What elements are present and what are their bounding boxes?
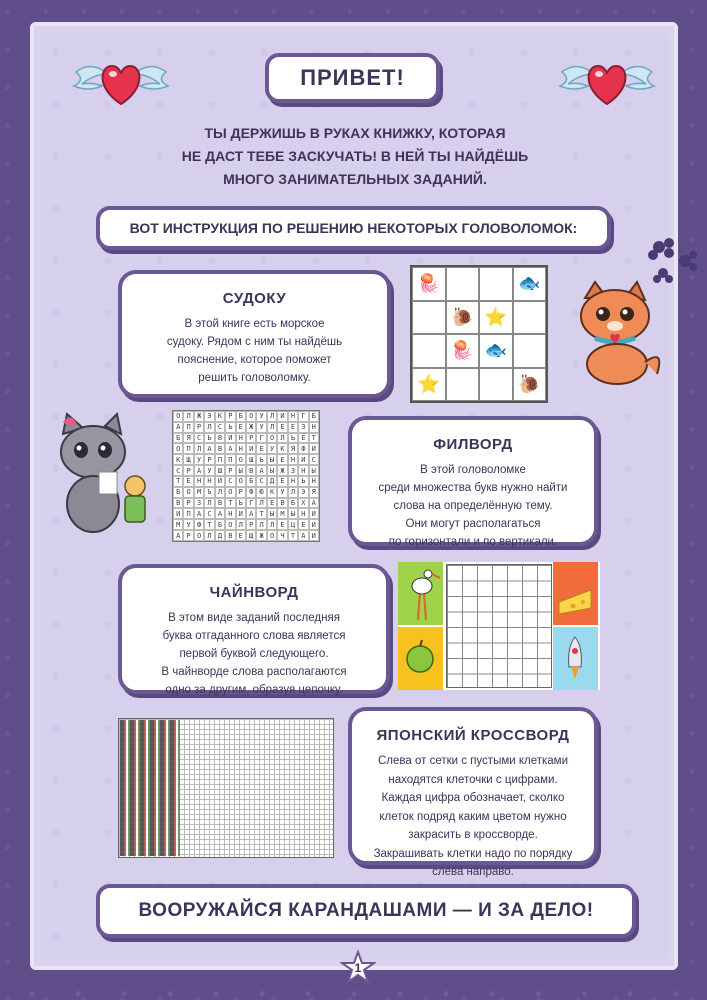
wordsearch-cell: Л bbox=[267, 411, 277, 422]
wordsearch-cell: Г bbox=[246, 498, 256, 509]
wordsearch-cell: В bbox=[215, 443, 225, 454]
wordsearch-cell: Ш bbox=[246, 454, 256, 465]
wordsearch-cell: Ф bbox=[298, 443, 308, 454]
wordsearch-cell: Н bbox=[309, 422, 319, 433]
wordsearch-cell: А bbox=[173, 530, 183, 541]
page-title: ПРИВЕТ! bbox=[265, 53, 440, 103]
wordsearch-cell: Р bbox=[246, 519, 256, 530]
wordsearch-cell: О bbox=[236, 454, 246, 465]
wordsearch-cell: Ы bbox=[288, 508, 298, 519]
wordsearch-cell: Г bbox=[298, 411, 308, 422]
wordsearch-cell: Е bbox=[267, 498, 277, 509]
wordsearch-cell: Л bbox=[267, 422, 277, 433]
wordsearch-cell: Л bbox=[204, 498, 214, 509]
wordsearch-cell: А bbox=[298, 530, 308, 541]
wordsearch-cell: Ё bbox=[298, 433, 308, 444]
wordsearch-cell: У bbox=[256, 422, 266, 433]
wordsearch-cell: Ы bbox=[267, 508, 277, 519]
wordsearch-cell: Ф bbox=[194, 519, 204, 530]
wordsearch-cell: С bbox=[256, 476, 266, 487]
wordsearch-cell: О bbox=[236, 476, 246, 487]
wordsearch-cell: Т bbox=[288, 530, 298, 541]
snail-icon: 🐌 bbox=[446, 301, 480, 335]
wordsearch-cell: Ь bbox=[298, 476, 308, 487]
wordsearch-cell: Ж bbox=[194, 411, 204, 422]
wordsearch-cell: Т bbox=[256, 508, 266, 519]
wordsearch-cell: Р bbox=[194, 422, 204, 433]
wordsearch-cell: Д bbox=[267, 476, 277, 487]
wordsearch-cell: Е bbox=[256, 443, 266, 454]
wordsearch-cell: Е bbox=[298, 519, 308, 530]
wordsearch-cell: Е bbox=[183, 476, 193, 487]
wordsearch-cell: У bbox=[194, 454, 204, 465]
wordsearch-cell: Н bbox=[288, 454, 298, 465]
intro-line: ТЫ ДЕРЖИШЬ В РУКАХ КНИЖКУ, КОТОРАЯ bbox=[204, 125, 506, 141]
chainword-title: ЧАЙНВОРД bbox=[209, 584, 299, 601]
filword-description: В этой головоломке среди множества букв нужно найти слова на определённую тему. Они могут располагаться по горизонтали и по вертикали. bbox=[378, 464, 568, 548]
wordsearch-cell: У bbox=[183, 519, 193, 530]
wordsearch-cell: В bbox=[225, 530, 235, 541]
wordsearch-cell: В bbox=[277, 498, 287, 509]
wordsearch-cell: Н bbox=[288, 476, 298, 487]
wordsearch-cell: Е bbox=[236, 422, 246, 433]
wordsearch-cell: Н bbox=[236, 433, 246, 444]
filword-title: ФИЛВОРД bbox=[433, 436, 513, 453]
wordsearch-cell: И bbox=[277, 411, 287, 422]
wordsearch-cell: В bbox=[246, 465, 256, 476]
wordsearch-cell: К bbox=[267, 487, 277, 498]
wordsearch-cell: А bbox=[215, 508, 225, 519]
wordsearch-cell: И bbox=[298, 454, 308, 465]
jellyfish-icon: 🪼 bbox=[412, 267, 446, 301]
wordsearch-cell: Ц bbox=[288, 519, 298, 530]
wordsearch-cell: С bbox=[215, 422, 225, 433]
wordsearch-cell: Ъ bbox=[204, 487, 214, 498]
jellyfish-icon: 🪼 bbox=[446, 334, 480, 368]
nonogram-clues bbox=[120, 720, 180, 856]
wordsearch-cell: К bbox=[277, 443, 287, 454]
wordsearch-cell: Ж bbox=[246, 422, 256, 433]
wordsearch-cell: С bbox=[309, 454, 319, 465]
wordsearch-cell: В bbox=[173, 498, 183, 509]
wordsearch-cell: Т bbox=[204, 519, 214, 530]
wordsearch-cell: И bbox=[215, 476, 225, 487]
wordsearch-cell: Я bbox=[288, 443, 298, 454]
sudoku-title: СУДОКУ bbox=[222, 290, 287, 307]
wordsearch-cell: С bbox=[204, 508, 214, 519]
wordsearch-cell: Б bbox=[215, 519, 225, 530]
wordsearch-cell: Т bbox=[309, 433, 319, 444]
stork-picture-icon bbox=[398, 562, 443, 625]
wordsearch-cell: Р bbox=[204, 454, 214, 465]
wordsearch-cell: Р bbox=[183, 498, 193, 509]
rocket-picture-icon bbox=[553, 627, 598, 690]
wordsearch-cell: Б bbox=[246, 476, 256, 487]
wordsearch-cell: Б bbox=[173, 433, 183, 444]
japanese-crossword-description: Слева от сетки с пустыми клетками находятся клеточки с цифрами. Каждая цифра обозначает, сколко клеток подряд каким цветом нужно закрасить в кроссворде. Закрашивать клетки надо по порядку слева направо. bbox=[373, 755, 573, 878]
japanese-crossword-title: ЯПОНСКИЙ КРОССВОРД bbox=[376, 727, 570, 744]
wordsearch-cell: И bbox=[246, 443, 256, 454]
intro-text bbox=[140, 122, 570, 191]
wordsearch-cell: О bbox=[173, 443, 183, 454]
wordsearch-cell: И bbox=[309, 530, 319, 541]
chainword-card bbox=[118, 564, 390, 694]
wordsearch-cell: О bbox=[267, 530, 277, 541]
wordsearch-cell: Ы bbox=[267, 465, 277, 476]
wordsearch-cell: Я bbox=[183, 433, 193, 444]
wordsearch-cell: Ж bbox=[277, 465, 287, 476]
wordsearch-cell: Ы bbox=[236, 465, 246, 476]
wordsearch-cell: Ш bbox=[215, 465, 225, 476]
wordsearch-grid bbox=[172, 410, 320, 542]
wordsearch-cell: Н bbox=[298, 508, 308, 519]
wordsearch-cell: П bbox=[183, 422, 193, 433]
wordsearch-cell: П bbox=[225, 454, 235, 465]
wordsearch-cell: Х bbox=[298, 498, 308, 509]
wordsearch-cell: Т bbox=[225, 498, 235, 509]
wordsearch-cell: Ь bbox=[225, 422, 235, 433]
japanese-crossword-card bbox=[348, 707, 598, 878]
wordsearch-cell: Н bbox=[225, 508, 235, 519]
wordsearch-cell: Р bbox=[236, 487, 246, 498]
wordsearch-cell: Н bbox=[236, 443, 246, 454]
wordsearch-cell: С bbox=[225, 476, 235, 487]
wordsearch-cell: М bbox=[277, 508, 287, 519]
wordsearch-cell: Л bbox=[277, 433, 287, 444]
wordsearch-cell: С bbox=[194, 433, 204, 444]
wordsearch-cell: Л bbox=[183, 411, 193, 422]
wordsearch-cell: Н bbox=[194, 476, 204, 487]
wordsearch-cell: Р bbox=[183, 465, 193, 476]
filword-card bbox=[348, 416, 598, 546]
wordsearch-cell: Б bbox=[288, 498, 298, 509]
wordsearch-cell: Э bbox=[204, 411, 214, 422]
wordsearch-cell: З bbox=[298, 422, 308, 433]
wordsearch-cell: И bbox=[309, 508, 319, 519]
wordsearch-cell: А bbox=[256, 465, 266, 476]
wordsearch-cell: Р bbox=[246, 433, 256, 444]
wordsearch-cell: Л bbox=[204, 422, 214, 433]
winged-heart-icon bbox=[552, 52, 662, 112]
page-number-badge bbox=[340, 950, 376, 986]
wordsearch-cell: У bbox=[277, 487, 287, 498]
wordsearch-cell: О bbox=[225, 487, 235, 498]
wordsearch-cell: Л bbox=[288, 487, 298, 498]
wordsearch-cell: У bbox=[267, 443, 277, 454]
wordsearch-cell: Е bbox=[288, 422, 298, 433]
wordsearch-cell: Ю bbox=[256, 487, 266, 498]
wordsearch-cell: Ф bbox=[246, 487, 256, 498]
chainword-description: В этом виде заданий последняя буква отгаданного слова является первой буквой следующего. В чайнворде слова располагаются одно за другим, образуя цепочку. bbox=[161, 612, 347, 696]
wordsearch-cell: Л bbox=[215, 487, 225, 498]
wordsearch-cell: Ы bbox=[309, 465, 319, 476]
wordsearch-cell: И bbox=[309, 443, 319, 454]
wordsearch-cell: Л bbox=[194, 443, 204, 454]
wordsearch-cell: Е bbox=[236, 530, 246, 541]
snail-icon: 🐌 bbox=[513, 368, 547, 402]
wordsearch-cell: О bbox=[267, 433, 277, 444]
wordsearch-cell: Щ bbox=[183, 454, 193, 465]
wordsearch-cell: А bbox=[309, 498, 319, 509]
wordsearch-cell: П bbox=[183, 508, 193, 519]
wordsearch-cell: А bbox=[194, 508, 204, 519]
wordsearch-cell: О bbox=[246, 411, 256, 422]
wordsearch-cell: Б bbox=[236, 411, 246, 422]
wordsearch-cell: Д bbox=[215, 530, 225, 541]
sudoku-grid bbox=[410, 265, 548, 403]
wordsearch-cell: Н bbox=[298, 465, 308, 476]
wordsearch-cell: А bbox=[204, 443, 214, 454]
wordsearch-cell: А bbox=[225, 443, 235, 454]
wordsearch-cell: Л bbox=[256, 498, 266, 509]
wordsearch-cell: У bbox=[256, 411, 266, 422]
wordsearch-cell: П bbox=[215, 454, 225, 465]
wordsearch-cell: К bbox=[173, 454, 183, 465]
wordsearch-cell: Р bbox=[225, 411, 235, 422]
wordsearch-cell: Ь bbox=[288, 433, 298, 444]
wordsearch-cell: К bbox=[215, 411, 225, 422]
instructions-heading: ВОТ ИНСТРУКЦИЯ ПО РЕШЕНИЮ НЕКОТОРЫХ ГОЛОВОЛОМОК: bbox=[96, 206, 611, 250]
wordsearch-cell: Р bbox=[183, 530, 193, 541]
wordsearch-cell: Ь bbox=[236, 498, 246, 509]
wordsearch-cell: Л bbox=[236, 519, 246, 530]
wordsearch-cell: М bbox=[173, 519, 183, 530]
cheese-picture-icon bbox=[553, 562, 598, 625]
wordsearch-cell: С bbox=[173, 465, 183, 476]
grey-cat-illustration bbox=[55, 412, 153, 540]
chainword-grid bbox=[446, 564, 552, 688]
apple-picture-icon bbox=[398, 627, 443, 690]
wordsearch-cell: О bbox=[173, 411, 183, 422]
wordsearch-cell: Н bbox=[309, 476, 319, 487]
wordsearch-cell: А bbox=[246, 508, 256, 519]
wordsearch-cell: И bbox=[173, 508, 183, 519]
wordsearch-cell: З bbox=[194, 498, 204, 509]
page-number: 1 bbox=[354, 961, 362, 975]
wordsearch-cell: Ч bbox=[277, 530, 287, 541]
wordsearch-cell: В bbox=[215, 498, 225, 509]
fish-icon: 🐟 bbox=[479, 334, 513, 368]
wordsearch-cell: Щ bbox=[246, 530, 256, 541]
wordsearch-cell: Н bbox=[288, 411, 298, 422]
orange-cat-illustration bbox=[565, 278, 667, 388]
fish-icon: 🐟 bbox=[513, 267, 547, 301]
wordsearch-cell: Ж bbox=[256, 530, 266, 541]
final-call-banner: ВООРУЖАЙСЯ КАРАНДАШАМИ — И ЗА ДЕЛО! bbox=[96, 884, 636, 938]
wordsearch-cell: Г bbox=[256, 433, 266, 444]
wordsearch-cell: О bbox=[225, 519, 235, 530]
wordsearch-cell: И bbox=[236, 508, 246, 519]
wordsearch-cell: Ы bbox=[267, 454, 277, 465]
wordsearch-cell: О bbox=[194, 530, 204, 541]
wordsearch-cell: О bbox=[183, 487, 193, 498]
intro-line: НЕ ДАСТ ТЕБЕ ЗАСКУЧАТЬ! В НЕЙ ТЫ НАЙДЁШЬ bbox=[181, 148, 529, 164]
wordsearch-cell: Я bbox=[309, 487, 319, 498]
wordsearch-cell: И bbox=[225, 433, 235, 444]
wordsearch-cell: Н bbox=[204, 476, 214, 487]
wordsearch-cell: Е bbox=[277, 422, 287, 433]
wordsearch-cell: В bbox=[215, 433, 225, 444]
wordsearch-cell: У bbox=[204, 465, 214, 476]
wordsearch-cell: Е bbox=[277, 454, 287, 465]
wordsearch-cell: Б bbox=[309, 411, 319, 422]
wordsearch-cell: Л bbox=[256, 519, 266, 530]
wordsearch-cell: Е bbox=[277, 519, 287, 530]
wordsearch-cell: П bbox=[183, 443, 193, 454]
wordsearch-cell: Л bbox=[204, 530, 214, 541]
sudoku-card bbox=[118, 270, 391, 398]
sudoku-description: В этой книге есть морское судоку. Рядом с ним ты найдёшь пояснение, которое поможет решить головоломку. bbox=[166, 318, 343, 384]
wordsearch-cell: Т bbox=[173, 476, 183, 487]
winged-heart-icon bbox=[66, 52, 176, 112]
wordsearch-cell: А bbox=[194, 465, 204, 476]
wordsearch-cell: З bbox=[288, 465, 298, 476]
wordsearch-cell: Р bbox=[225, 465, 235, 476]
wordsearch-cell: А bbox=[173, 422, 183, 433]
wordsearch-cell: Е bbox=[277, 476, 287, 487]
starfish-icon: ⭐ bbox=[479, 301, 513, 335]
intro-line: МНОГО ЗАНИМАТЕЛЬНЫХ ЗАДАНИЙ. bbox=[223, 171, 487, 187]
wordsearch-cell: М bbox=[194, 487, 204, 498]
wordsearch-cell: Э bbox=[298, 487, 308, 498]
wordsearch-cell: Л bbox=[267, 519, 277, 530]
wordsearch-cell: И bbox=[309, 519, 319, 530]
wordsearch-cell: Б bbox=[173, 487, 183, 498]
wordsearch-cell: Ь bbox=[256, 454, 266, 465]
wordsearch-cell: Ь bbox=[204, 433, 214, 444]
starfish-icon: ⭐ bbox=[412, 368, 446, 402]
